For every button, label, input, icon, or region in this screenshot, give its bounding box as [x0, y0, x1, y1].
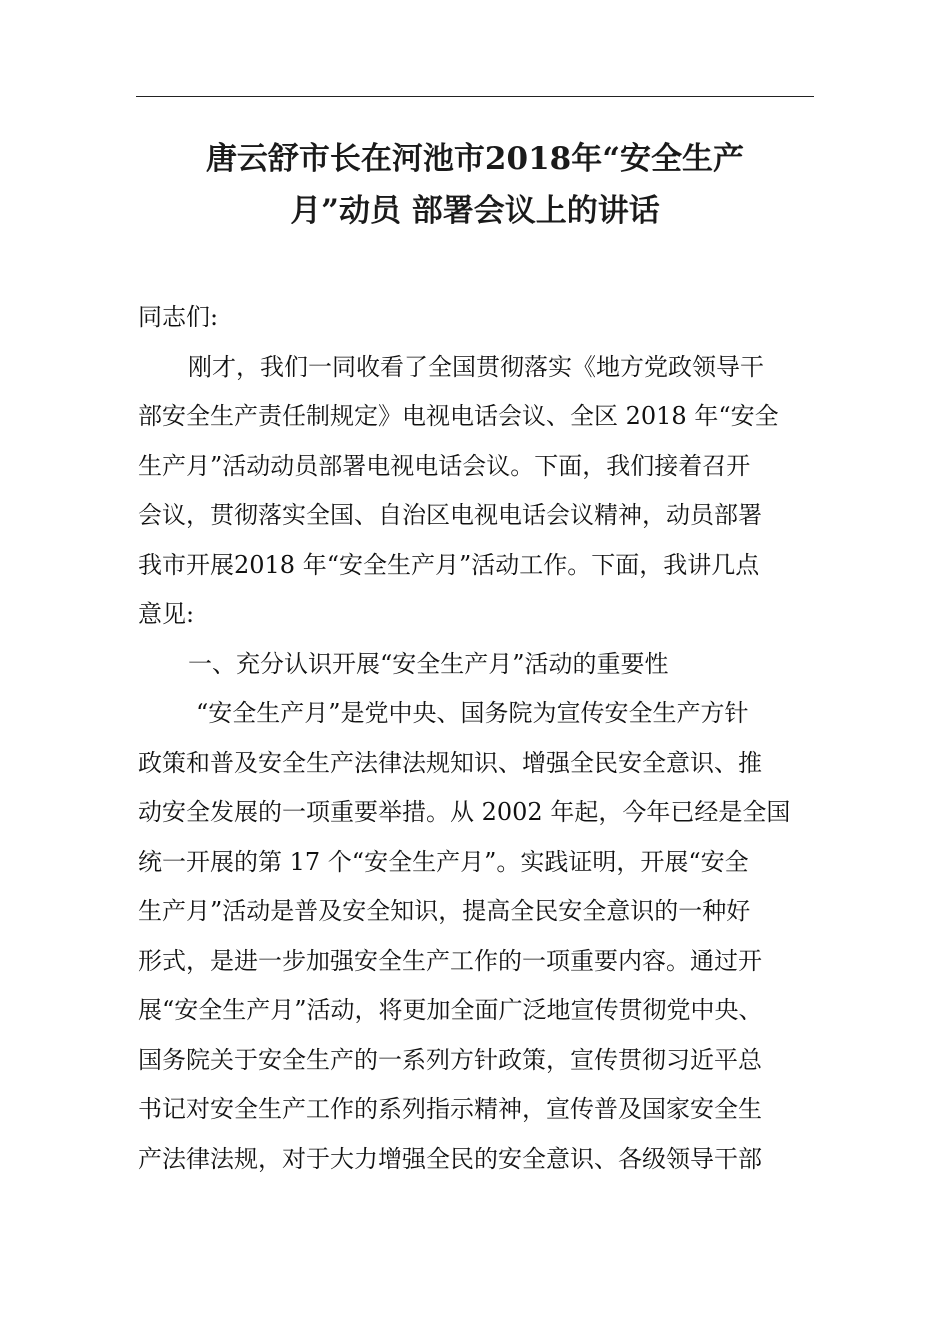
header-rule — [136, 96, 814, 97]
body-line: “安全生产月”是党中央、国务院为宣传安全生产方针 — [196, 699, 749, 727]
body-line: 刚才，我们一同收看了全国贯彻落实《地方党政领导干 — [188, 352, 764, 381]
body-line: 生产月”活动是普及安全知识，提高全民安全意识的一种好 — [138, 897, 751, 925]
body-line: 展“安全生产月”活动，将更加全面广泛地宣传贯彻党中央、 — [138, 996, 763, 1024]
body-line: 国务院关于安全生产的一系列方针政策，宣传贯彻习近平总 — [138, 1045, 762, 1074]
salutation: 同志们: — [138, 303, 219, 331]
document-title — [136, 133, 814, 237]
body-line: 我市开展2018 年“安全生产月”活动工作。下面，我讲几点 — [138, 550, 760, 579]
title-line-1: 唐云舒市长在河池市2018年“安全生产 — [205, 141, 745, 177]
body-line: 生产月”活动动员部署电视电话会议。下面，我们接着召开 — [138, 451, 751, 480]
body-line: 意见: — [138, 600, 195, 628]
body-line: 动安全发展的一项重要举措。从 2002 年起，今年已经是全国 — [138, 798, 791, 826]
document-body — [138, 293, 818, 1184]
body-line: 书记对安全生产工作的系列指示精神，宣传普及国家安全生 — [138, 1095, 762, 1123]
body-line: 产法律法规，对于大力增强全民的安全意识、各级领导干部 — [138, 1144, 762, 1173]
body-line: 政策和普及安全生产法律法规知识、增强全民安全意识、推 — [138, 748, 762, 777]
body-line: 会议，贯彻落实全国、自治区电视电话会议精神，动员部署 — [138, 501, 762, 529]
section-heading: 一、充分认识开展“安全生产月”活动的重要性 — [188, 649, 669, 678]
body-line: 统一开展的第 17 个“安全生产月”。实践证明，开展“安全 — [138, 847, 749, 876]
body-line: 部安全生产责任制规定》电视电话会议、全区 2018 年“安全 — [138, 402, 779, 430]
title-line-2: 月”动员 部署会议上的讲话 — [290, 193, 660, 229]
body-line: 形式，是进一步加强安全生产工作的一项重要内容。通过开 — [138, 946, 762, 975]
